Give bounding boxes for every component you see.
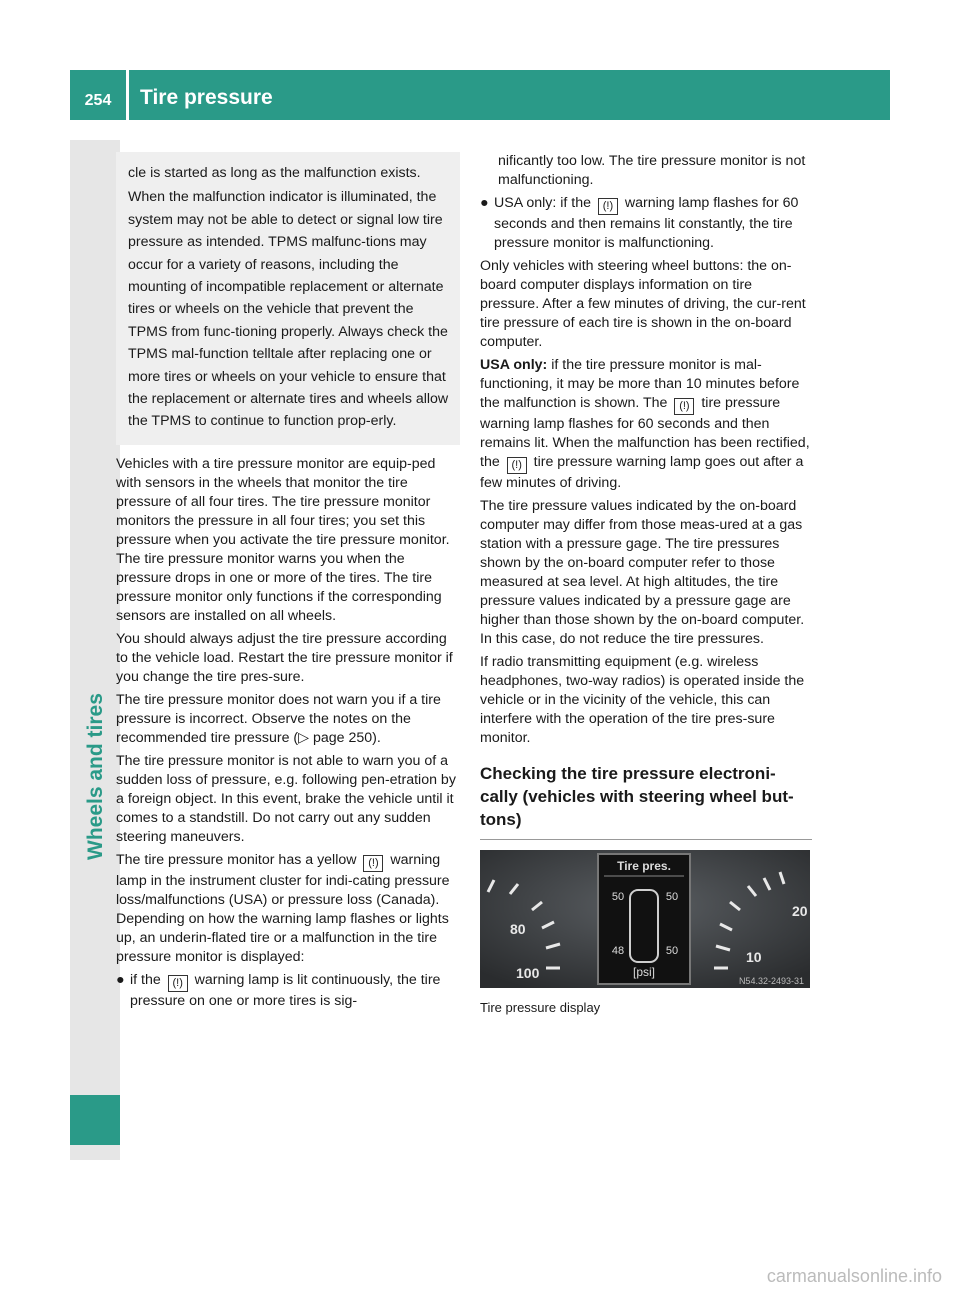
body-paragraph (116, 851, 460, 967)
text-span: tire pressure warning lamp goes out after a few minutes of driving. (480, 454, 804, 491)
figure-caption: Tire pressure display (480, 1000, 601, 1015)
instrument-cluster-image (480, 850, 810, 988)
tire-warning-lamp-icon: (!) (507, 457, 527, 474)
bullet-icon: ● (116, 971, 125, 988)
bullet-icon: ● (480, 195, 489, 211)
side-tab-marker (70, 1095, 120, 1145)
tire-pressure-figure (480, 850, 810, 988)
left-gauge-label: 80 (510, 921, 526, 937)
body-paragraph: Only vehicles with steering wheel buttons: the on-board computer displays information on tire pressure. After a few minutes of driving, the cur-rent tire pressure of each tire is shown in the on-board computer. (480, 258, 806, 350)
body-paragraph: The tire pressure values indicated by the on-board computer may differ from those meas-ured at a gas station with a pressure gage. The tire pressures shown by the on-board computer refer to those measured at sea level. At high altitudes, the tire pressure values indicated by a pressure gage are higher than those shown by the on-board computer. In this case, do not reduce the tire pressures. (480, 498, 805, 647)
figure-code: N54.32-2493-31 (738, 976, 804, 986)
body-paragraph: Vehicles with a tire pressure monitor are equip-ped with sensors in the wheels that monitor the tire pressure of all four tires. The tire pressure monitor monitors the pressure in all four tires; you set this pressure when you activate the tire pressure monitor. The tire pressure monitor warns you when the pressure drops in one or more of the tires. The tire pressure monitor only functions if the corresponding sensors are installed on all wheels. (116, 455, 450, 624)
text-span: if the (130, 971, 161, 988)
tire-warning-lamp-icon: (!) (598, 198, 618, 215)
side-tab-label: Wheels and tires (84, 693, 107, 860)
right-column (480, 152, 812, 1017)
section-heading: Checking the tire pressure electroni-cally (vehicles with steering wheel but-tons) (480, 764, 794, 829)
page-reference-text: The tire pressure monitor does not warn you if a tire pressure is incorrect. Observe the notes on the recommended tire pressure (▷ page 250). (116, 691, 441, 746)
text-span: USA only: (480, 357, 548, 373)
header-divider (126, 70, 129, 120)
text-span: USA only: if the (494, 195, 591, 211)
heading-divider (480, 839, 812, 840)
side-tab (70, 140, 120, 1160)
body-paragraph: If radio transmitting equipment (e.g. wireless headphones, two-way radios) is operated inside the vehicle or in the vicinity of the vehicle, this can interfere with the operation of the tire pres-sure monitor. (480, 654, 805, 746)
text-span: The tire pressure monitor has a yellow (116, 851, 357, 868)
right-gauge-label: 10 (746, 949, 762, 965)
body-paragraph: You should always adjust the tire pressure according to the vehicle load. Restart the tire pressure monitor if you change the tire pres-sure. (116, 630, 453, 685)
text-span: if the tire pressure monitor is mal-functioning, it may be more than 10 minutes before the malfunction is shown. The (480, 357, 800, 411)
list-item (480, 194, 812, 253)
page-title: Tire pressure (140, 86, 273, 109)
watermark-text: carmanualsonline.info (766, 1266, 942, 1286)
text-span: warning lamp is lit continuously, the tire pressure on one or more tires is sig- (130, 971, 441, 1009)
body-paragraph: The tire pressure monitor is not able to warn you of a sudden loss of pressure, e.g. following pen-etration by a foreign object. In this event, brake the vehicle until it comes to a standstill. Do not carry out any sudden steering maneuvers. (116, 752, 456, 845)
text-span: tire pressure warning lamp flashes for 60 seconds and then remains lit. When the malfunction has been rectified, the (480, 395, 810, 470)
note-paragraph: When the malfunction indicator is illuminated, the system may not be able to detect or signal low tire pressure as intended. TPMS malfunc-tions may occur for a variety of reasons, including the mounting of incompatible replacement or alternate tires or wheels on the vehicle that prevent the TPMS from func-tioning properly. Always check the TPMS mal-function telltale after replacing one or more tires or wheels on your vehicle to ensure that the replacement or alternate tires and wheels allow the TPMS to continue to function prop-erly. (128, 189, 449, 430)
pressure-unit: [psi] (632, 965, 656, 979)
body-paragraph (480, 356, 812, 493)
list-item (116, 971, 460, 1011)
left-gauge-label: 100 (516, 965, 540, 981)
tire-value-rear-left: 48 (611, 945, 625, 957)
tire-warning-lamp-icon: (!) (363, 855, 383, 872)
warning-note (116, 152, 460, 445)
right-gauge-label: 20 (792, 903, 808, 919)
text-span: warning lamp flashes for 60 seconds and then remains lit constantly, the tire pressure monitor is malfunctioning. (494, 195, 799, 251)
text-span: warning lamp in the instrument cluster for indi-cating pressure loss/malfunctions (USA) or pressure loss (Canada). Depending on how the warning lamp flashes or lights up, an underin-flated tire or a malfunction in the tire pressure monitor is displayed: (116, 851, 450, 965)
tire-warning-lamp-icon: (!) (168, 975, 188, 992)
tire-value-front-left: 50 (611, 891, 625, 903)
left-column (116, 152, 460, 1015)
tire-value-rear-right: 50 (665, 945, 679, 957)
display-title: Tire pres. (617, 859, 671, 873)
tire-value-front-right: 50 (665, 891, 679, 903)
note-paragraph: cle is started as long as the malfunction exists. (128, 165, 421, 181)
body-paragraph (116, 691, 460, 748)
tire-warning-lamp-icon: (!) (674, 398, 694, 415)
page-number: 254 (84, 92, 112, 109)
body-paragraph: nificantly too low. The tire pressure monitor is not malfunctioning. (498, 153, 806, 188)
